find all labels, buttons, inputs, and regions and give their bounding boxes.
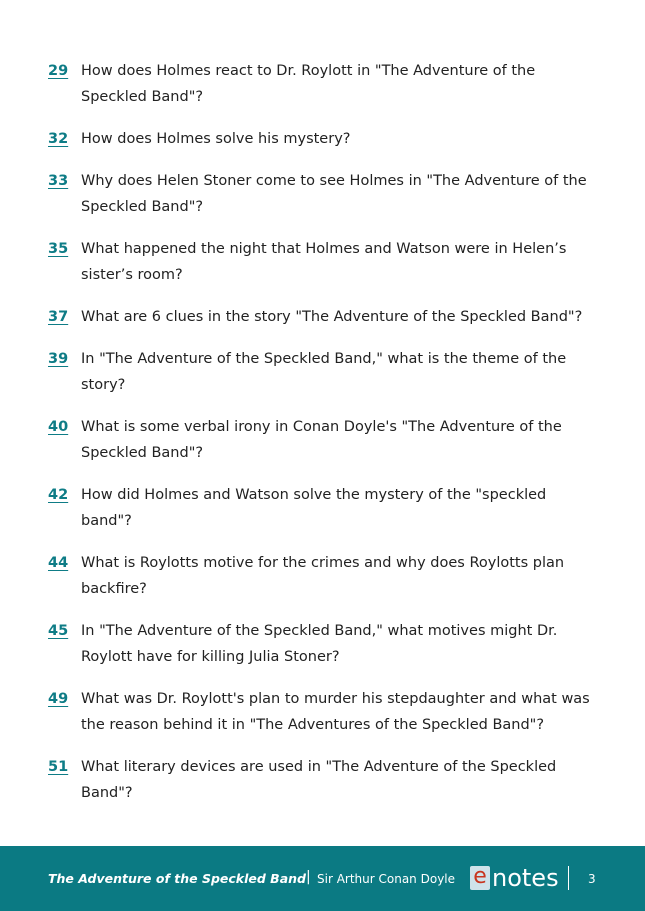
page-link[interactable]: 42 <box>48 487 69 503</box>
page-link[interactable]: 49 <box>48 691 69 707</box>
question-item <box>48 618 608 670</box>
question-text: What literary devices are used in "The Adventure of the Speckled Band"? <box>81 759 557 801</box>
question-text: In "The Adventure of the Speckled Band," what motives might Dr. Roylott have for killing Julia Stoner? <box>81 623 558 665</box>
page-link[interactable]: 44 <box>48 555 69 571</box>
enotes-logo <box>470 866 559 890</box>
question-item <box>48 346 608 398</box>
logo-notes-text: notes <box>492 864 559 892</box>
question-text: What happened the night that Holmes and Watson were in Helen’s sister’s room? <box>81 241 567 283</box>
page-link[interactable]: 51 <box>48 759 69 775</box>
question-text: How does Holmes solve his mystery? <box>81 131 351 147</box>
question-text: What is Roylotts motive for the crimes and why does Roylotts plan backfire? <box>81 555 565 597</box>
page-link[interactable]: 40 <box>48 419 69 435</box>
question-text: What are 6 clues in the story "The Adventure of the Speckled Band"? <box>81 309 583 325</box>
question-item <box>48 58 608 110</box>
page-link[interactable]: 33 <box>48 173 69 189</box>
question-item <box>48 168 608 220</box>
footer-divider <box>568 866 569 890</box>
question-text: In "The Adventure of the Speckled Band," what is the theme of the story? <box>81 351 567 393</box>
question-item <box>48 686 608 738</box>
question-text: What was Dr. Roylott's plan to murder his stepdaughter and what was the reason behind it in "The Adventures of the Speckled Band"? <box>81 691 590 733</box>
question-text: How does Holmes react to Dr. Roylott in "The Adventure of the Speckled Band"? <box>81 63 536 105</box>
page-link[interactable]: 29 <box>48 63 69 79</box>
page-link[interactable]: 39 <box>48 351 69 367</box>
question-item <box>48 754 608 806</box>
question-item <box>48 414 608 466</box>
footer-separator: | <box>306 869 311 885</box>
page-link[interactable]: 45 <box>48 623 69 639</box>
footer-author: Sir Arthur Conan Doyle <box>317 872 456 886</box>
question-item <box>48 550 608 602</box>
page-number: 3 <box>588 872 596 886</box>
question-list <box>48 58 608 822</box>
page-link[interactable]: 37 <box>48 309 69 325</box>
page-link[interactable]: 32 <box>48 131 69 147</box>
footer-book-title: The Adventure of the Speckled Band <box>48 871 306 886</box>
question-text: What is some verbal irony in Conan Doyle's "The Adventure of the Speckled Band"? <box>81 419 562 461</box>
question-item <box>48 236 608 288</box>
question-item <box>48 126 608 152</box>
page-link[interactable]: 35 <box>48 241 69 257</box>
question-item <box>48 482 608 534</box>
question-item <box>48 304 608 330</box>
question-text: How did Holmes and Watson solve the mystery of the "speckled band"? <box>81 487 547 529</box>
page-footer <box>0 846 645 911</box>
logo-e-icon: e <box>470 866 490 890</box>
question-text: Why does Helen Stoner come to see Holmes in "The Adventure of the Speckled Band"? <box>81 173 587 215</box>
